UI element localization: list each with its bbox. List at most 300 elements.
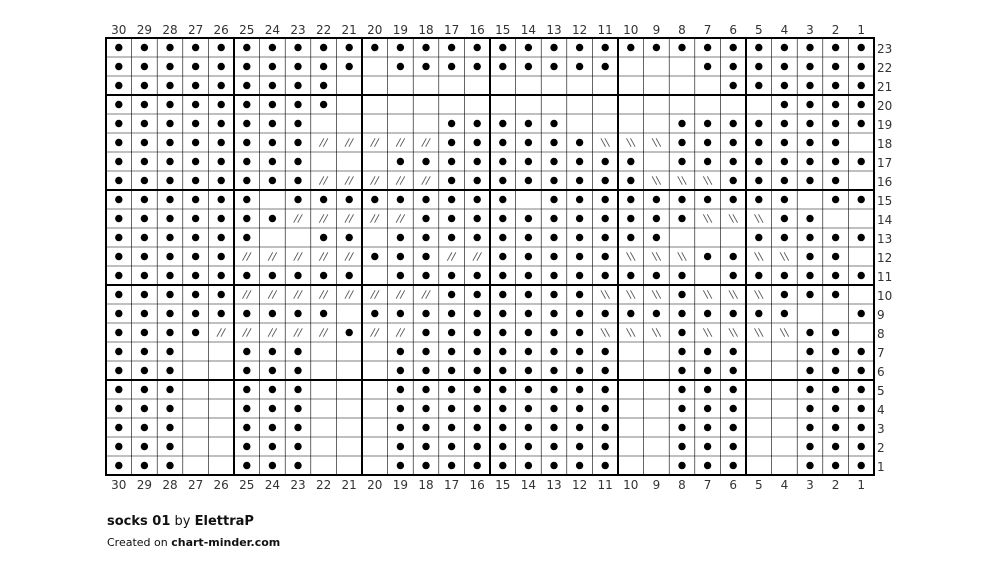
purl-dot: [294, 462, 301, 469]
purl-dot: [115, 253, 122, 260]
purl-dot: [448, 44, 455, 51]
purl-dot: [627, 158, 634, 165]
purl-dot: [678, 348, 685, 355]
purl-dot: [602, 234, 609, 241]
purl-dot: [397, 253, 404, 260]
purl-dot: [192, 44, 199, 51]
purl-dot: [243, 462, 250, 469]
purl-dot: [166, 310, 173, 317]
purl-dot: [576, 272, 583, 279]
purl-dot: [243, 215, 250, 222]
purl-dot: [806, 329, 813, 336]
purl-dot: [832, 139, 839, 146]
purl-dot: [243, 405, 250, 412]
row-number: 20: [877, 99, 893, 113]
purl-dot: [832, 234, 839, 241]
purl-dot: [832, 63, 839, 70]
purl-dot: [397, 63, 404, 70]
column-number-top: 21: [341, 23, 357, 37]
purl-dot: [550, 215, 557, 222]
purl-dot: [243, 44, 250, 51]
purl-dot: [832, 82, 839, 89]
purl-dot: [755, 44, 762, 51]
column-number-top: 26: [213, 23, 229, 37]
column-number-bottom: 9: [652, 478, 661, 492]
purl-dot: [704, 462, 711, 469]
purl-dot: [141, 272, 148, 279]
purl-dot: [704, 310, 711, 317]
purl-dot: [730, 348, 737, 355]
purl-dot: [294, 120, 301, 127]
purl-dot: [294, 386, 301, 393]
purl-dot: [115, 462, 122, 469]
purl-dot: [422, 367, 429, 374]
purl-dot: [730, 63, 737, 70]
purl-dot: [320, 310, 327, 317]
purl-dot: [550, 462, 557, 469]
purl-dot: [115, 310, 122, 317]
purl-dot: [166, 44, 173, 51]
purl-dot: [115, 177, 122, 184]
purl-dot: [218, 44, 225, 51]
purl-dot: [781, 291, 788, 298]
row-number: 3: [877, 422, 885, 436]
row-number: 18: [877, 137, 893, 151]
purl-dot: [499, 367, 506, 374]
purl-dot: [730, 139, 737, 146]
purl-dot: [550, 196, 557, 203]
purl-dot: [448, 120, 455, 127]
column-number-bottom: 25: [239, 478, 255, 492]
purl-dot: [602, 367, 609, 374]
purl-dot: [166, 139, 173, 146]
purl-dot: [550, 367, 557, 374]
column-number-top: 27: [187, 23, 204, 37]
purl-dot: [806, 348, 813, 355]
column-number-bottom: 3: [806, 478, 814, 492]
purl-dot: [166, 253, 173, 260]
purl-dot: [166, 348, 173, 355]
purl-dot: [269, 215, 276, 222]
purl-dot: [346, 234, 353, 241]
purl-dot: [320, 82, 327, 89]
purl-dot: [781, 310, 788, 317]
purl-dot: [806, 405, 813, 412]
purl-dot: [192, 101, 199, 108]
purl-dot: [602, 443, 609, 450]
purl-dot: [448, 443, 455, 450]
purl-dot: [832, 329, 839, 336]
purl-dot: [602, 177, 609, 184]
purl-dot: [653, 272, 660, 279]
purl-dot: [730, 424, 737, 431]
purl-dot: [525, 348, 532, 355]
purl-dot: [499, 443, 506, 450]
purl-dot: [192, 310, 199, 317]
purl-dot: [781, 101, 788, 108]
purl-dot: [525, 234, 532, 241]
purl-dot: [858, 405, 865, 412]
purl-dot: [166, 291, 173, 298]
purl-dot: [832, 348, 839, 355]
purl-dot: [294, 44, 301, 51]
purl-dot: [115, 291, 122, 298]
purl-dot: [474, 234, 481, 241]
purl-dot: [704, 139, 711, 146]
column-number-top: 29: [136, 23, 153, 37]
purl-dot: [218, 234, 225, 241]
row-number: 21: [877, 80, 893, 94]
purl-dot: [294, 101, 301, 108]
purl-dot: [141, 139, 148, 146]
column-number-top: 24: [264, 23, 281, 37]
purl-dot: [525, 424, 532, 431]
purl-dot: [627, 234, 634, 241]
purl-dot: [499, 291, 506, 298]
purl-dot: [218, 101, 225, 108]
purl-dot: [294, 196, 301, 203]
purl-dot: [730, 386, 737, 393]
purl-dot: [141, 158, 148, 165]
purl-dot: [499, 386, 506, 393]
purl-dot: [448, 215, 455, 222]
purl-dot: [550, 348, 557, 355]
purl-dot: [243, 158, 250, 165]
purl-dot: [192, 139, 199, 146]
purl-dot: [755, 196, 762, 203]
purl-dot: [781, 177, 788, 184]
purl-dot: [781, 120, 788, 127]
site-link[interactable]: chart-minder.com: [171, 536, 281, 549]
purl-dot: [371, 310, 378, 317]
row-number: 14: [877, 213, 893, 227]
row-number: 11: [877, 270, 893, 284]
purl-dot: [781, 44, 788, 51]
row-number: 9: [877, 308, 885, 322]
purl-dot: [704, 443, 711, 450]
purl-dot: [269, 158, 276, 165]
row-number: 7: [877, 346, 885, 360]
purl-dot: [550, 120, 557, 127]
column-number-bottom: 22: [315, 478, 332, 492]
purl-dot: [243, 367, 250, 374]
purl-dot: [704, 405, 711, 412]
purl-dot: [550, 177, 557, 184]
purl-dot: [550, 424, 557, 431]
column-number-top: 11: [597, 23, 613, 37]
row-number: 10: [877, 289, 893, 303]
purl-dot: [422, 329, 429, 336]
purl-dot: [294, 443, 301, 450]
purl-dot: [141, 367, 148, 374]
purl-dot: [858, 462, 865, 469]
column-number-bottom: 28: [162, 478, 178, 492]
purl-dot: [397, 462, 404, 469]
purl-dot: [525, 120, 532, 127]
purl-dot: [294, 177, 301, 184]
purl-dot: [371, 44, 378, 51]
purl-dot: [781, 63, 788, 70]
purl-dot: [576, 424, 583, 431]
row-number: 19: [877, 118, 893, 132]
purl-dot: [627, 215, 634, 222]
purl-dot: [678, 291, 685, 298]
purl-dot: [627, 177, 634, 184]
purl-dot: [474, 367, 481, 374]
purl-dot: [115, 386, 122, 393]
purl-dot: [832, 272, 839, 279]
purl-dot: [320, 44, 327, 51]
purl-dot: [269, 272, 276, 279]
purl-dot: [115, 424, 122, 431]
purl-dot: [115, 215, 122, 222]
purl-dot: [115, 139, 122, 146]
purl-dot: [166, 424, 173, 431]
purl-dot: [602, 253, 609, 260]
purl-dot: [858, 158, 865, 165]
purl-dot: [602, 44, 609, 51]
purl-dot: [474, 139, 481, 146]
purl-dot: [755, 310, 762, 317]
purl-dot: [525, 405, 532, 412]
purl-dot: [448, 348, 455, 355]
column-number-bottom: 30: [111, 478, 127, 492]
purl-dot: [141, 63, 148, 70]
column-number-bottom: 21: [341, 478, 357, 492]
purl-dot: [474, 348, 481, 355]
purl-dot: [141, 424, 148, 431]
purl-dot: [448, 329, 455, 336]
purl-dot: [858, 443, 865, 450]
column-number-bottom: 4: [780, 478, 789, 492]
purl-dot: [550, 291, 557, 298]
purl-dot: [499, 158, 506, 165]
purl-dot: [704, 196, 711, 203]
column-number-top: 22: [315, 23, 332, 37]
purl-dot: [704, 158, 711, 165]
purl-dot: [166, 63, 173, 70]
purl-dot: [499, 462, 506, 469]
purl-dot: [141, 215, 148, 222]
purl-dot: [397, 196, 404, 203]
purl-dot: [576, 44, 583, 51]
purl-dot: [474, 310, 481, 317]
purl-dot: [781, 215, 788, 222]
purl-dot: [627, 44, 634, 51]
purl-dot: [678, 386, 685, 393]
purl-dot: [576, 386, 583, 393]
purl-dot: [499, 215, 506, 222]
purl-dot: [806, 291, 813, 298]
column-number-bottom: 24: [264, 478, 281, 492]
purl-dot: [218, 177, 225, 184]
by-word: by: [174, 514, 191, 529]
purl-dot: [499, 424, 506, 431]
purl-dot: [115, 63, 122, 70]
column-number-bottom: 6: [729, 478, 738, 492]
purl-dot: [115, 82, 122, 89]
purl-dot: [550, 253, 557, 260]
purl-dot: [422, 462, 429, 469]
purl-dot: [678, 462, 685, 469]
purl-dot: [550, 386, 557, 393]
purl-dot: [192, 272, 199, 279]
purl-dot: [269, 44, 276, 51]
purl-dot: [474, 120, 481, 127]
purl-dot: [474, 177, 481, 184]
purl-dot: [397, 272, 404, 279]
purl-dot: [858, 424, 865, 431]
purl-dot: [550, 158, 557, 165]
purl-dot: [755, 82, 762, 89]
purl-dot: [166, 234, 173, 241]
purl-dot: [806, 443, 813, 450]
column-number-top: 17: [443, 23, 460, 37]
column-number-bottom: 18: [418, 478, 434, 492]
chart-author[interactable]: ElettraP: [194, 514, 254, 529]
purl-dot: [730, 272, 737, 279]
purl-dot: [678, 272, 685, 279]
purl-dot: [525, 215, 532, 222]
purl-dot: [346, 44, 353, 51]
purl-dot: [499, 253, 506, 260]
purl-dot: [422, 44, 429, 51]
purl-dot: [115, 443, 122, 450]
purl-dot: [576, 405, 583, 412]
purl-dot: [832, 101, 839, 108]
row-number: 5: [877, 384, 885, 398]
purl-dot: [704, 63, 711, 70]
purl-dot: [550, 310, 557, 317]
purl-dot: [243, 310, 250, 317]
purl-dot: [115, 158, 122, 165]
row-number: 15: [877, 194, 893, 208]
purl-dot: [653, 44, 660, 51]
purl-dot: [269, 405, 276, 412]
purl-dot: [192, 63, 199, 70]
purl-dot: [858, 234, 865, 241]
purl-dot: [422, 405, 429, 412]
purl-dot: [806, 386, 813, 393]
row-number: 4: [877, 403, 885, 417]
purl-dot: [627, 272, 634, 279]
purl-dot: [602, 158, 609, 165]
purl-dot: [397, 44, 404, 51]
purl-dot: [422, 215, 429, 222]
purl-dot: [141, 310, 148, 317]
purl-dot: [115, 120, 122, 127]
column-number-bottom: 19: [392, 478, 409, 492]
purl-dot: [602, 215, 609, 222]
purl-dot: [704, 253, 711, 260]
purl-dot: [499, 177, 506, 184]
purl-dot: [422, 158, 429, 165]
purl-dot: [499, 272, 506, 279]
purl-dot: [499, 234, 506, 241]
purl-dot: [294, 139, 301, 146]
purl-dot: [166, 215, 173, 222]
purl-dot: [192, 253, 199, 260]
purl-dot: [806, 272, 813, 279]
purl-dot: [448, 139, 455, 146]
purl-dot: [576, 348, 583, 355]
column-number-top: 4: [780, 23, 789, 37]
column-number-top: 16: [469, 23, 485, 37]
purl-dot: [781, 82, 788, 89]
purl-dot: [397, 386, 404, 393]
purl-dot: [320, 272, 327, 279]
purl-dot: [294, 424, 301, 431]
purl-dot: [576, 177, 583, 184]
purl-dot: [525, 386, 532, 393]
column-number-bottom: 10: [623, 478, 639, 492]
purl-dot: [269, 462, 276, 469]
purl-dot: [141, 291, 148, 298]
purl-dot: [474, 424, 481, 431]
purl-dot: [576, 234, 583, 241]
purl-dot: [397, 348, 404, 355]
purl-dot: [832, 386, 839, 393]
purl-dot: [474, 44, 481, 51]
purl-dot: [166, 462, 173, 469]
purl-dot: [243, 82, 250, 89]
purl-dot: [499, 139, 506, 146]
purl-dot: [448, 234, 455, 241]
purl-dot: [192, 158, 199, 165]
purl-dot: [499, 120, 506, 127]
purl-dot: [832, 462, 839, 469]
purl-dot: [806, 462, 813, 469]
purl-dot: [346, 196, 353, 203]
purl-dot: [806, 101, 813, 108]
row-number: 6: [877, 365, 885, 379]
purl-dot: [218, 310, 225, 317]
purl-dot: [858, 386, 865, 393]
purl-dot: [218, 253, 225, 260]
purl-dot: [448, 291, 455, 298]
purl-dot: [550, 329, 557, 336]
purl-dot: [115, 329, 122, 336]
purl-dot: [269, 139, 276, 146]
purl-dot: [576, 196, 583, 203]
purl-dot: [141, 386, 148, 393]
column-number-top: 14: [520, 23, 537, 37]
purl-dot: [346, 272, 353, 279]
purl-dot: [525, 253, 532, 260]
purl-dot: [730, 443, 737, 450]
purl-dot: [602, 424, 609, 431]
purl-dot: [858, 44, 865, 51]
row-number: 12: [877, 251, 893, 265]
purl-dot: [678, 120, 685, 127]
purl-dot: [448, 424, 455, 431]
purl-dot: [832, 177, 839, 184]
purl-dot: [730, 44, 737, 51]
purl-dot: [397, 310, 404, 317]
purl-dot: [141, 443, 148, 450]
purl-dot: [115, 101, 122, 108]
purl-dot: [832, 120, 839, 127]
purl-dot: [602, 462, 609, 469]
purl-dot: [704, 120, 711, 127]
purl-dot: [166, 82, 173, 89]
purl-dot: [525, 462, 532, 469]
purl-dot: [474, 329, 481, 336]
purl-dot: [806, 177, 813, 184]
purl-dot: [269, 348, 276, 355]
purl-dot: [806, 82, 813, 89]
purl-dot: [576, 367, 583, 374]
